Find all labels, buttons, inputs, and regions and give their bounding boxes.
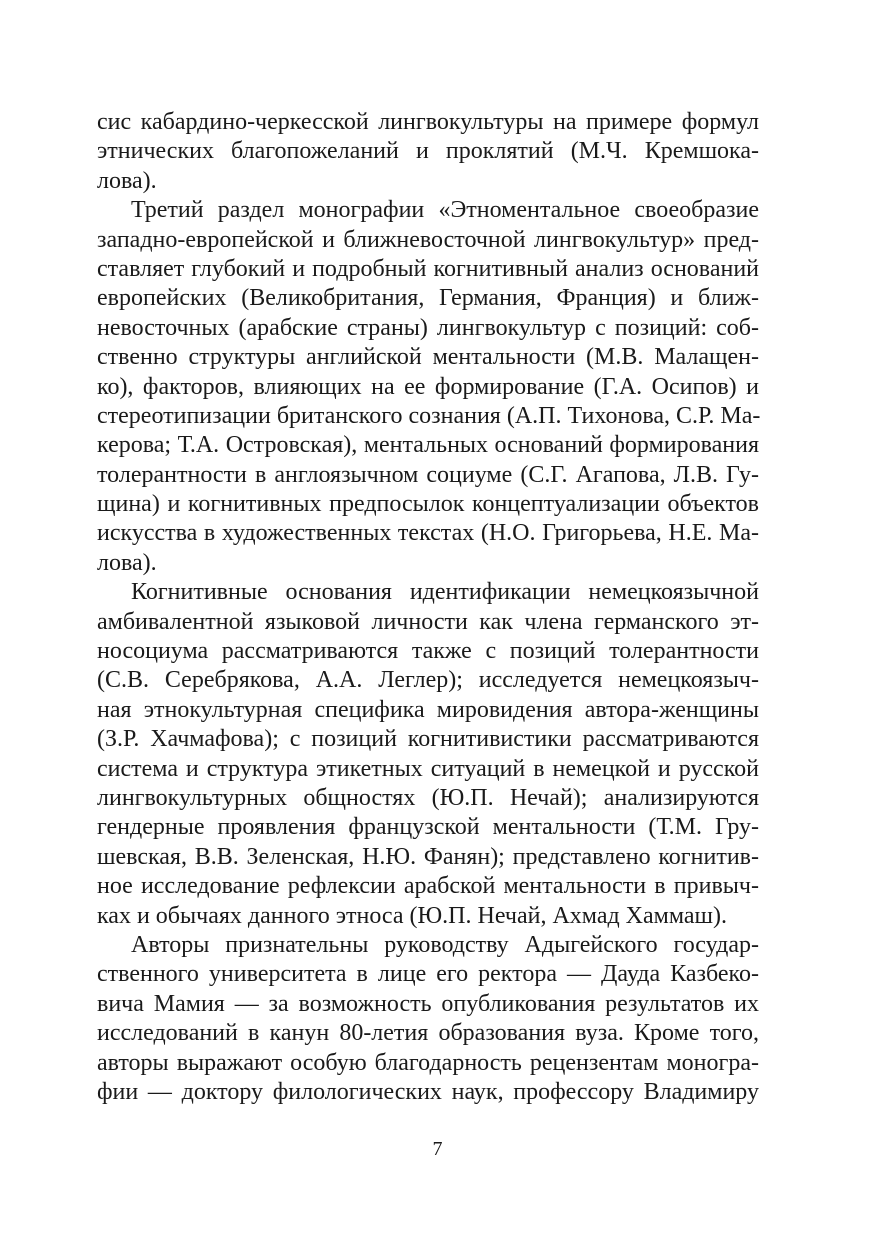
text-line: авторы выражают особую благодарность рецензентам моногра- [97,1049,759,1076]
text-line: гендерные проявления французской ментальности (Т.М. Гру- [97,814,759,841]
text-line: ное исследование рефлексии арабской ментальности в привыч- [97,873,759,900]
text-line: шевская, В.В. Зеленская, Н.Ю. Фанян); представлено когнитив- [97,843,759,870]
text-line: фии — доктору филологических наук, профессору Владимиру [97,1078,759,1105]
text-line: амбивалентной языковой личности как члена германского эт- [97,608,759,635]
text-line: толерантности в англоязычном социуме (С.Г. Агапова, Л.В. Гу- [97,461,759,488]
text-line: европейских (Великобритания, Германия, Франция) и ближ- [97,285,759,312]
text-line: керова; Т.А. Островская), ментальных оснований формирования [97,432,759,459]
text-line: щина) и когнитивных предпосылок концептуализации объектов [97,491,759,518]
text-line: вича Мамия — за возможность опубликования результатов их [97,990,759,1017]
text-line: ственно структуры английской ментальности (М.В. Малащен- [97,344,759,371]
text-line: ках и обычаях данного этноса (Ю.П. Нечай, Ахмад Хаммаш). [97,902,727,929]
text-line: сис кабардино-черкесской лингвокультуры на примере формул [97,109,759,135]
page-number: 7 [432,1138,443,1160]
text-line: ная этнокультурная специфика мировидения автора-женщины [97,696,759,723]
text-line: носоциума рассматриваются также с позиций толерантности [97,638,759,665]
text-line: лингвокультурных общностях (Ю.П. Нечай); анализируются [97,784,759,811]
text-line: ставляет глубокий и подробный когнитивный анализ оснований [97,255,759,282]
text-line: искусства в художественных текстах (Н.О. Григорьева, Н.Е. Ма- [97,520,759,547]
text-line: западно-европейской и ближневосточной лингвокультур» пред- [97,226,759,253]
text-line: исследований в канун 80-летия образования вуза. Кроме того, [97,1020,759,1047]
text-line: (С.В. Серебрякова, А.А. Леглер); исследуется немецкоязыч- [97,667,759,694]
text-line: лова). [97,549,157,576]
text-line: Авторы признательны руководству Адыгейского государ- [131,931,759,958]
text-line: система и структура этикетных ситуаций в немецкой и русской [97,755,759,782]
text-line: Когнитивные основания идентификации немецкоязычной [131,579,759,606]
text-line: стереотипизации британского сознания (А.П. Тихонова, С.Р. Ма- [97,402,761,429]
body-text [97,108,759,1107]
text-line: лова). [97,167,157,194]
text-line: Третий раздел монографии «Этноментальное своеобразие [131,197,759,224]
text-line: ко), факторов, влияющих на ее формирование (Г.А. Осипов) и [97,373,759,400]
text-line: ственного университета в лице его ректора — Дауда Казбеко- [97,961,759,988]
text-line: (З.Р. Хачмафова); с позиций когнитивистики рассматриваются [97,726,759,753]
text-line: этнических благопожеланий и проклятий (М.Ч. Кремшока- [97,138,759,165]
text-line: невосточных (арабские страны) лингвокультур с позиций: соб- [97,314,759,341]
